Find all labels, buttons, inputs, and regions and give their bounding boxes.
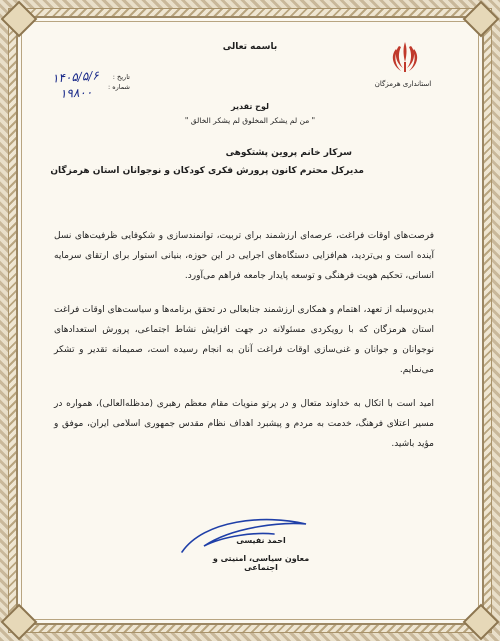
handwritten-date: ۱۴۰۵/۵/۶	[51, 68, 100, 86]
handwritten-number: ۱۹۸۰۰	[59, 85, 93, 101]
date-label: تاریخ :	[112, 73, 130, 81]
paragraph: امید است با اتکال به خداوند متعال و در پرتو منویات مقام معظم رهبری (مدظله‌العالی)، همواره در مسیر اعتلای فرهنگ، خدمت به مردم و پیشبرد اهداف نظام مقدس جمهوری اسلامی ایران، موفق و مؤید باشید.	[54, 399, 434, 449]
letter-page	[16, 16, 484, 625]
document-quote: " من لم یشکر المخلوق لم یشکر الخالق "	[184, 116, 316, 125]
signer-title: معاون سیاسی، امنیتی و اجتماعی	[212, 554, 310, 572]
recipient: مدیرکل محترم کانون پرورش فکری کودکان و نوجوانان استان هرمزگان	[50, 166, 364, 176]
paragraph: فرصت‌های اوقات فراغت، عرصه‌ای ارزشمند برای تربیت، توانمندسازی و شکوفایی ظرفیت‌های نسل آینده است و بی‌تردید، هم‌افزایی دستگاه‌های اجرایی در این حوزه، بنیانی استوار برای ارتقای سرمایه انسانی، تحکیم هویت فرهنگی و توسعه پایدار جامعه فراهم می‌آورد.	[54, 231, 434, 281]
paragraph: بدین‌وسیله از تعهد، اهتمام و همکاری ارزشمند جنابعالی در تحقق برنامه‌ها و سیاست‌های اوقات فراغت استان هرمزگان که با رویکردی مسئولانه در جهت افزایش نشاط اجتماعی، پرورش استعدادهای نوجوانان و جوانان و غنی‌سازی اوقات فراغت آنان به انجام رسیده است، صمیمانه تقدیر و تشکر می‌نمایم.	[54, 305, 434, 375]
basmala: باسمه تعالی	[222, 42, 278, 52]
document-title: لوح تقدیر	[231, 102, 269, 111]
iran-emblem-icon	[390, 40, 420, 78]
letter-body	[54, 226, 434, 468]
signer-name: احمد نفیسی	[236, 536, 286, 545]
organization-name: استانداری هرمزگان	[374, 80, 432, 88]
number-label: شماره :	[108, 83, 130, 91]
salutation: سرکار خانم پروین پشتکوهی	[225, 148, 352, 158]
